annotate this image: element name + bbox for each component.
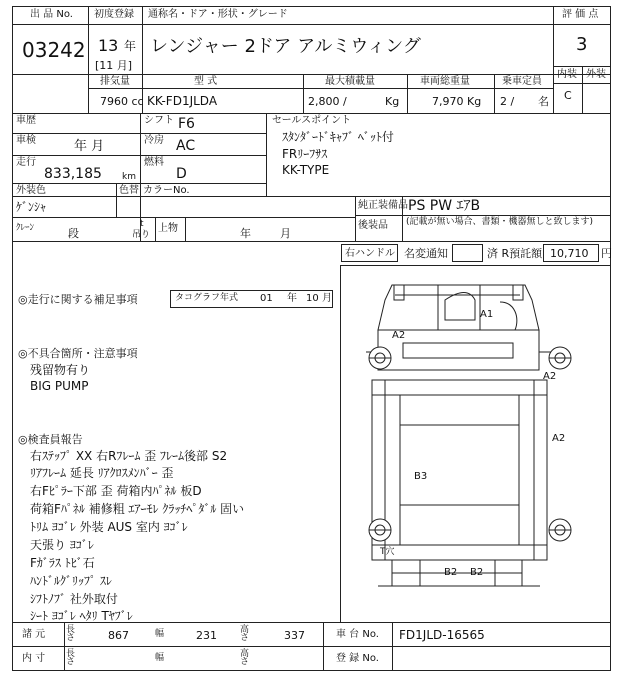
damage-mark: B2 (444, 567, 458, 578)
capacity-unit: 名 (538, 95, 549, 108)
model-desc-label: 通称名・ドア・形状・グレード (148, 9, 288, 20)
history-label: 車歴 (16, 115, 36, 126)
sales-point-line: ｽﾀﾝﾀﾞｰﾄﾞｷｬﾌﾞ ﾍﾞｯﾄ付 (282, 130, 394, 144)
recycle-label: 済 R預託額 (487, 247, 543, 260)
crane-month: 月 (280, 227, 291, 240)
width-value: 231 (196, 629, 217, 642)
damage-mark: T穴 (380, 547, 395, 557)
tachograph-month: 10 (306, 293, 319, 304)
model-code: KK-FD1JLDA (147, 94, 218, 108)
max-load-value: 2,800 / (308, 95, 347, 108)
inspector-line: 右Fﾋﾟﾗｰ下部 歪 荷箱内ﾊﾟﾈﾙ 板D (30, 484, 202, 498)
gross-weight-label: 車両総重量 (420, 76, 470, 87)
color-no-label-2: カラーNo. (143, 185, 190, 196)
tachograph-month-unit: 月 (322, 293, 332, 304)
first-reg-month: [11 月] (95, 59, 133, 72)
sales-points-label: セールスポイント (272, 115, 352, 126)
shift-label: シフト (144, 115, 174, 126)
ext-color-label: 外装色 (16, 185, 46, 196)
fuel-label: 燃料 (144, 157, 164, 168)
damage-mark: A2 (552, 433, 566, 444)
gross-weight-value: 7,970 Kg (432, 95, 482, 108)
lot-number: 03242 (22, 38, 86, 62)
crane-label: ｸﾚｰﾝ (16, 223, 35, 233)
damage-mark: A2 (392, 330, 406, 341)
reg-label: 登 録 No. (336, 653, 379, 664)
ext-color-value: ｹﾞﾝｼｬ (16, 200, 47, 214)
crane-stage: 段 (68, 227, 79, 240)
in-width-label: 幅 (155, 653, 165, 663)
first-reg-label: 初度登録 (94, 9, 134, 20)
crane-t: t (140, 219, 144, 229)
height-value: 337 (284, 629, 305, 642)
score-label: 評 価 点 (562, 9, 599, 20)
crane-up-label: 上物 (158, 223, 178, 234)
chassis-number: FD1JLD-16565 (399, 628, 485, 642)
defect-line: 残留物有り (30, 363, 91, 377)
in-length-label: 長さ (66, 649, 76, 667)
in-height-label: 高さ (240, 649, 250, 667)
inspector-line: ｼｰﾄ ﾖｺﾞﾚ ﾍﾀﾘ Tﾔﾌﾞﾚ (30, 609, 133, 623)
shift-value: F6 (178, 116, 195, 132)
inspector-title: ◎検査員報告 (18, 433, 83, 446)
max-load-unit: Kg (385, 95, 400, 108)
retrofit-label: 後装品 (358, 220, 388, 231)
mileage-value: 833,185 (44, 166, 102, 182)
modification-label: 名変通知 (404, 247, 448, 260)
inspector-line: 荷箱Fﾊﾟﾈﾙ 補修粗 ｴｱｰﾓﾚ ｸﾗｯﾁﾍﾟﾀﾞﾙ 固い (30, 502, 245, 516)
inspector-line: 天張り ﾖｺﾞﾚ (30, 538, 94, 552)
displacement-value: 7960 cc (100, 95, 144, 108)
capacity-label: 乗車定員 (502, 76, 542, 87)
chassis-label: 車 台 No. (336, 629, 379, 640)
inspection-label: 車検 (16, 135, 36, 146)
score-value: 3 (576, 34, 588, 55)
defect-line: BIG PUMP (30, 379, 89, 393)
height-label: 高さ (240, 625, 250, 643)
inspector-line: ﾄﾘﾑ ﾖｺﾞﾚ 外装 AUS 室内 ﾖｺﾞﾚ (30, 520, 188, 534)
tachograph-year-unit: 年 (287, 293, 297, 304)
length-label: 長さ (66, 625, 76, 643)
exterior-label: 外装 (586, 69, 606, 80)
recycle-amount: 10,710 (550, 247, 589, 260)
damage-mark: A1 (480, 309, 494, 320)
damage-mark: B3 (414, 471, 428, 482)
damage-mark: A2 (543, 371, 557, 382)
length-value: 867 (108, 629, 129, 642)
inspector-line: ｼﾌﾄﾉﾌﾞ 社外取付 (30, 592, 118, 606)
interior-grade: C (564, 89, 572, 102)
lot-label: 出 品 No. (30, 9, 73, 20)
first-reg-year: 13 (98, 36, 119, 55)
first-reg-year-unit: 年 (124, 39, 137, 53)
fuel-value: D (176, 166, 187, 182)
capacity-value: 2 / (500, 95, 515, 108)
recycle-unit: 円 (601, 247, 612, 260)
dims-label: 諸 元 (22, 629, 46, 640)
displacement-label: 排気量 (100, 76, 130, 87)
driving-notes-title: ◎走行に関する補足事項 (18, 293, 138, 306)
sales-point-line: KK-TYPE (282, 163, 330, 177)
damage-mark: B2 (470, 567, 484, 578)
mileage-label: 走行 (16, 157, 36, 168)
tachograph-label: タコグラフ年式 (175, 293, 239, 303)
sales-point-line: FRﾘｰﾌｻｽ (282, 147, 328, 161)
color-no-label: 色替 (119, 185, 139, 196)
equipment-label: 純正装備品 (358, 200, 408, 211)
steering-side: 右ハンドル (345, 248, 395, 259)
crane-lift: 吊り (132, 230, 151, 240)
inspector-line: ﾘｱﾌﾚｰﾑ 延長 ﾘｱｸﾛｽﾒﾝﾊﾞｰ 歪 (30, 466, 174, 480)
interior-label: 内装 (557, 69, 577, 80)
ac-label: 冷房 (144, 135, 164, 146)
width-label: 幅 (155, 629, 165, 639)
ac-value: AC (176, 138, 196, 154)
max-load-label: 最大積載量 (325, 76, 375, 87)
inspection-value: 年 月 (74, 139, 105, 154)
tachograph-year: 01 (260, 293, 273, 304)
inspector-line: Fｶﾞﾗｽ ﾄﾋﾞ石 (30, 556, 95, 570)
model-description: レンジャー 2ドア アルミウィング (150, 36, 421, 57)
equipment-value: PS PW ｴｱB (408, 198, 481, 214)
model-label: 型 式 (194, 76, 218, 87)
inspector-line: ﾊﾝﾄﾞﾙｸﾞﾘｯﾌﾟ ｽﾚ (30, 574, 112, 588)
defects-title: ◎不具合箇所・注意事項 (18, 347, 138, 360)
crane-year: 年 (240, 227, 251, 240)
mileage-unit: km (122, 172, 136, 182)
retrofit-note: (記載が無い場合、書類・機器無しと致します) (406, 217, 594, 227)
inspector-line: 右ｽﾃｯﾌﾟ XX 右Rﾌﾚｰﾑ 歪 ﾌﾚｰﾑ後部 S2 (30, 449, 228, 463)
interior-dims-label: 内 寸 (22, 653, 46, 664)
